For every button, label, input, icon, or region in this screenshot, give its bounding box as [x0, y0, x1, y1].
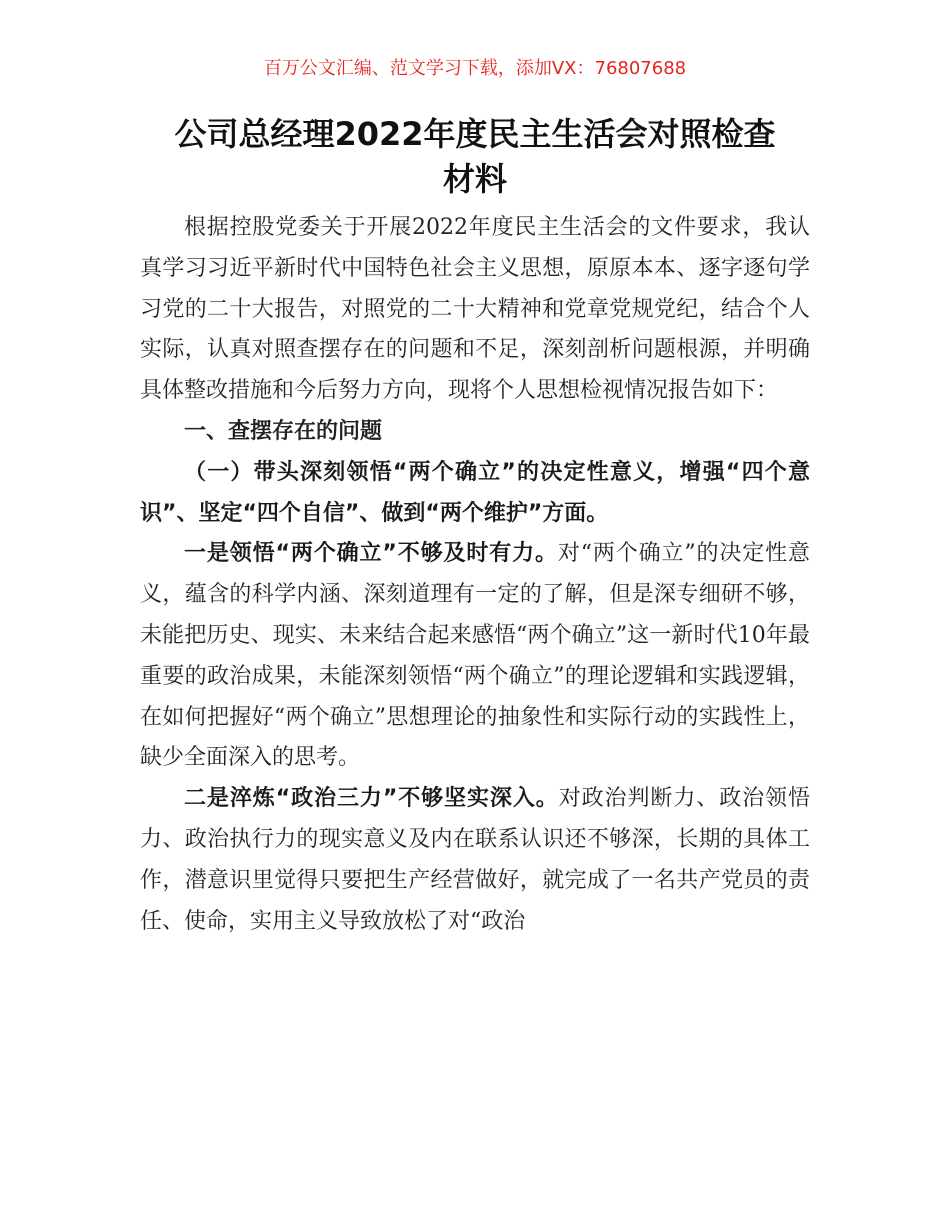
document-title	[140, 112, 810, 202]
point-2-text: 对政治判断力、政治领悟力、政治执行力的现实意义及内在联系认识还不够深，长期的具体工作，潜意识里觉得只要把生产经营做好，就完成了一名共产党员的责任、使命，实用主义导致放松了对“政治	[140, 786, 810, 934]
header-watermark-note: 百万公文汇编、范文学习下载，添加VX：76807688	[263, 58, 687, 79]
point-1-text: 对“两个确立”的决定性意义，蕴含的科学内涵、深刻道理有一定的了解，但是深专细研不够，未能把历史、现实、未来结合起来感悟“两个确立”这一新时代10年最重要的政治成果，未能深刻领悟“两个确立”的理论逻辑和实践逻辑，在如何把握好“两个确立”思想理论的抽象性和实际行动的实践性上，缺少全面深入的思考。	[140, 541, 810, 771]
section-heading-1	[140, 412, 810, 453]
subsection-heading-1	[140, 453, 810, 535]
document-title-line1: 公司总经理2022年度民主生活会对照检查	[174, 115, 776, 153]
section-heading-1-text: 一、查摆存在的问题	[184, 418, 383, 444]
point-paragraph-1	[140, 534, 810, 779]
intro-paragraph	[140, 208, 810, 412]
subsection-heading-1-text: （一）带头深刻领悟“两个确立”的决定性意义，增强“四个意识”、坚定“四个自信”、做到“两个维护”方面。	[140, 459, 810, 526]
document-body	[140, 208, 810, 942]
document-title-line2: 材料	[442, 160, 507, 198]
point-2-lead: 二是淬炼“政治三力”不够坚实深入。	[184, 786, 559, 812]
point-paragraph-2	[140, 779, 810, 942]
intro-paragraph-text: 根据控股党委关于开展2022年度民主生活会的文件要求，我认真学习习近平新时代中国特色社会主义思想，原原本本、逐字逐句学习党的二十大报告，对照党的二十大精神和党章党规党纪，结合个人实际，认真对照查摆存在的问题和不足，深刻剖析问题根源，并明确具体整改措施和今后努力方向，现将个人思想检视情况报告如下：	[140, 215, 810, 404]
point-1-lead: 一是领悟“两个确立”不够及时有力。	[184, 541, 558, 567]
